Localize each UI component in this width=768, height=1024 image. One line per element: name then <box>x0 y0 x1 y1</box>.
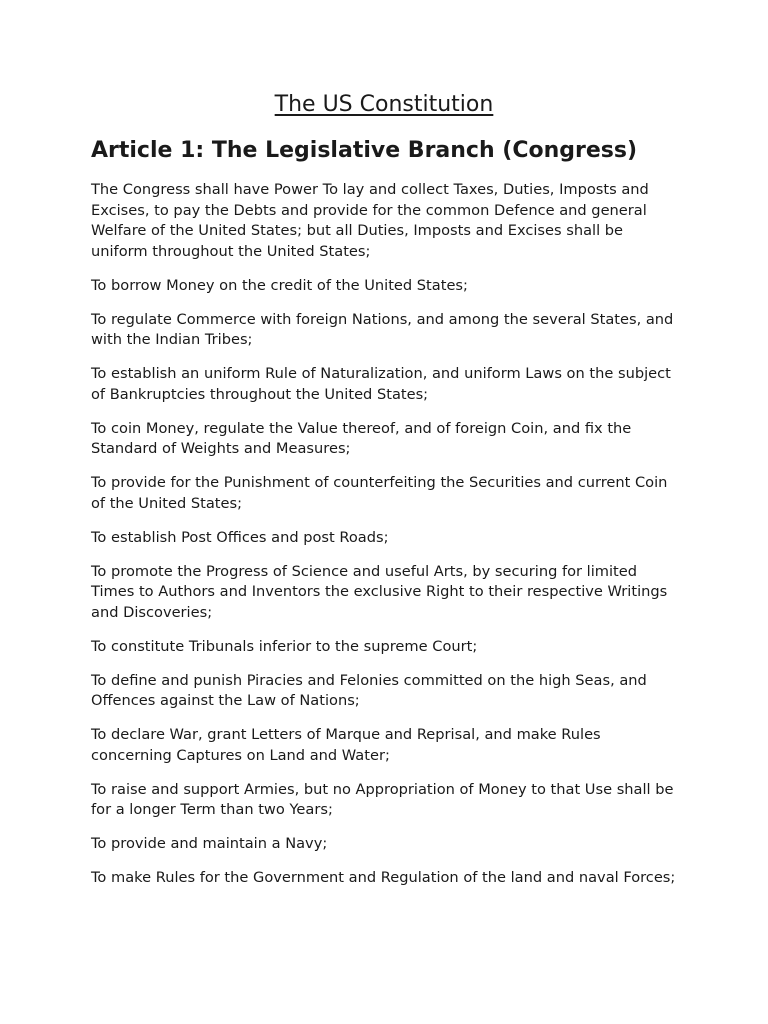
clause-paragraph: To coin Money, regulate the Value thereof, and of foreign Coin, and fix the Standard of Weights and Measures; <box>91 419 632 457</box>
clause-paragraph: To establish Post Offices and post Roads; <box>91 528 389 546</box>
document-title: The US Constitution <box>274 92 494 117</box>
clause-paragraph: To make Rules for the Government and Regulation of the land and naval Forces; <box>91 869 676 886</box>
clause-paragraph: The Congress shall have Power To lay and collect Taxes, Duties, Imposts and Excises, to pay the Debts and provide for the common Defence and general Welfare of the United States; but all Duties, Imposts and Excises shall be uniform throughout the United States; <box>91 181 649 260</box>
clause-paragraph: To establish an uniform Rule of Naturalization, and uniform Laws on the subject of Bankruptcies throughout the United States; <box>91 365 671 403</box>
clause-paragraph: To raise and support Armies, but no Appropriation of Money to that Use shall be for a longer Term than two Years; <box>91 780 674 818</box>
clause-list <box>91 180 681 902</box>
clause-paragraph: To regulate Commerce with foreign Nations, and among the several States, and with the Indian Tribes; <box>91 310 674 348</box>
clause-paragraph: To provide for the Punishment of counterfeiting the Securities and current Coin of the United States; <box>91 474 668 512</box>
clause-paragraph: To borrow Money on the credit of the United States; <box>91 276 468 294</box>
clause-paragraph: To promote the Progress of Science and useful Arts, by securing for limited Times to Authors and Inventors the exclusive Right to their respective Writings and Discoveries; <box>91 562 668 621</box>
clause-paragraph: To define and punish Piracies and Felonies committed on the high Seas, and Offences against the Law of Nations; <box>91 671 647 709</box>
clause-paragraph: To provide and maintain a Navy; <box>91 835 328 852</box>
article-heading: Article 1: The Legislative Branch (Congress) <box>91 138 638 163</box>
clause-paragraph: To declare War, grant Letters of Marque and Reprisal, and make Rules concerning Captures on Land and Water; <box>91 726 601 764</box>
clause-paragraph: To constitute Tribunals inferior to the supreme Court; <box>91 637 478 655</box>
